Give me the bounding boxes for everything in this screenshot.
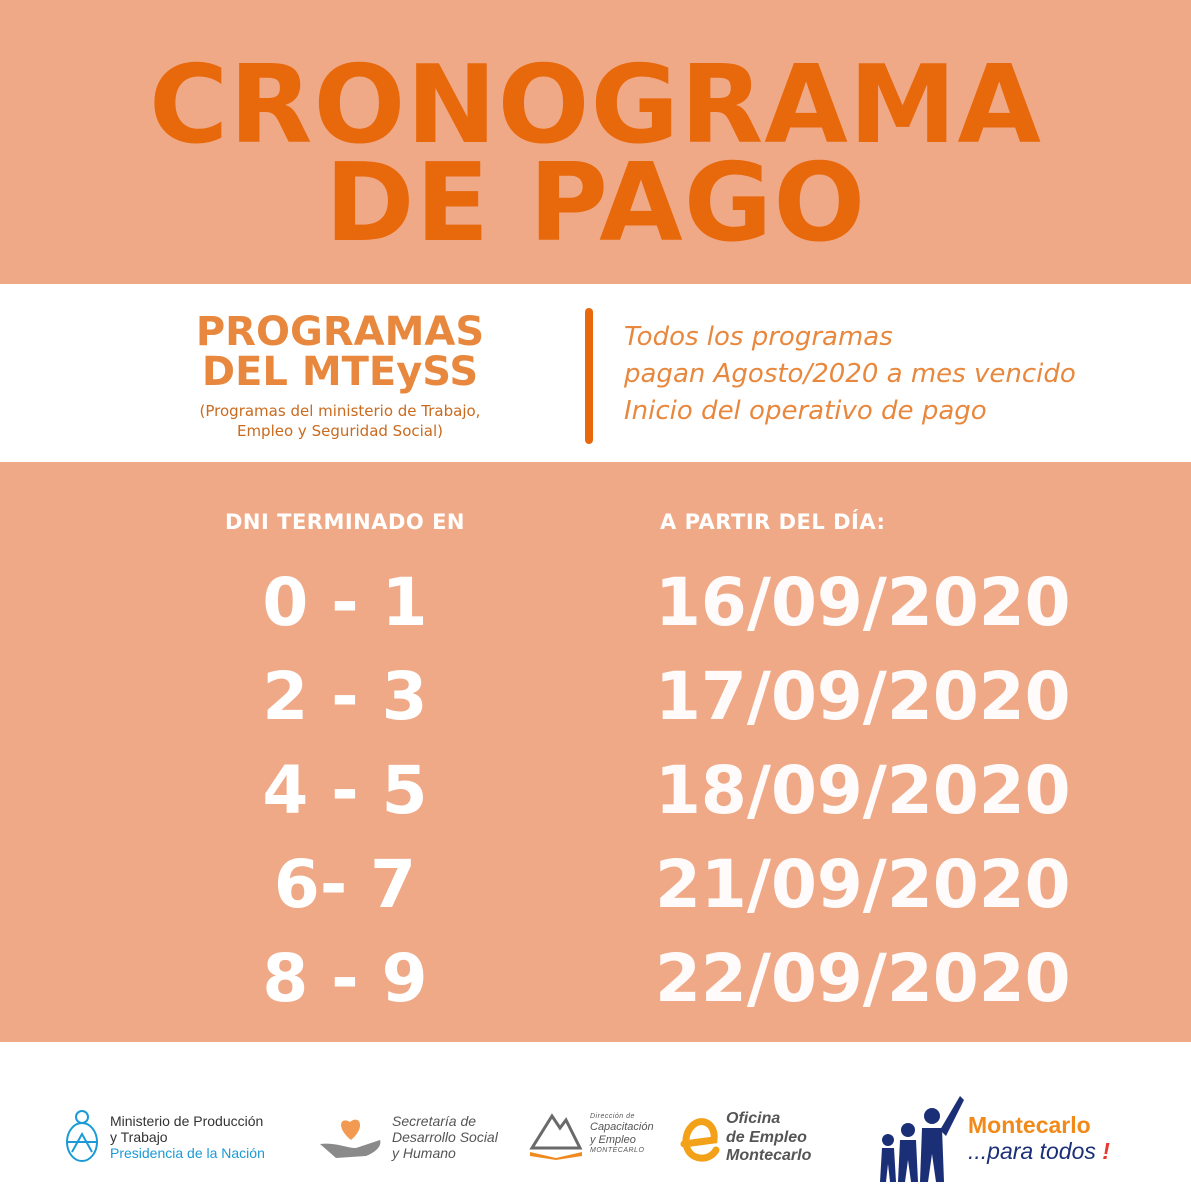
payment-date: 21/09/2020 <box>655 846 1071 923</box>
payment-date: 22/09/2020 <box>655 940 1071 1017</box>
montecarlo-slogan-row <box>968 1138 1110 1164</box>
direccion-line-3: y Empleo <box>590 1134 636 1146</box>
ministerio-line-3: Presidencia de la Nación <box>110 1145 265 1162</box>
secretaria-line-2: Desarrollo Social <box>392 1128 498 1145</box>
heart-hand-icon <box>316 1112 386 1162</box>
schedule-row <box>0 558 1191 648</box>
coat-of-arms-icon <box>62 1108 102 1166</box>
payment-date: 17/09/2020 <box>655 658 1071 735</box>
secretaria-line-1: Secretaría de <box>392 1112 477 1129</box>
schedule-band <box>0 462 1191 1042</box>
logo-montecarlo <box>874 1090 1110 1186</box>
program-title-line-1: PROGRAMAS <box>195 309 485 355</box>
oficina-line-3: Montecarlo <box>726 1147 812 1165</box>
column-header-dni: DNI TERMINADO EN <box>224 510 466 534</box>
sponsor-logos-footer <box>0 1042 1191 1200</box>
note-line-1: Todos los programas <box>624 322 893 352</box>
dni-range: 2 - 3 <box>262 658 428 735</box>
logo-oficina-empleo <box>676 1110 811 1166</box>
schedule-row <box>0 652 1191 742</box>
header-band <box>0 0 1191 284</box>
direccion-line-2: Capacitación <box>590 1121 654 1134</box>
secretaria-line-3: y Humano <box>392 1145 456 1162</box>
e-letter-icon <box>676 1110 722 1166</box>
people-icon <box>874 1090 964 1186</box>
oficina-line-1: Oficina <box>726 1110 781 1128</box>
ministerio-line-2: y Trabajo <box>110 1128 168 1145</box>
program-subtitle-line-1: (Programas del ministerio de Trabajo, <box>199 402 481 420</box>
schedule-row <box>0 934 1191 1024</box>
vertical-divider <box>585 308 593 444</box>
page-title-line-2: DE PAGO <box>324 141 867 266</box>
direccion-line-1: Dirección de <box>590 1113 635 1121</box>
column-header-day: A PARTIR DEL DÍA: <box>660 510 886 534</box>
montecarlo-name: Montecarlo <box>968 1111 1091 1138</box>
program-subtitle-line-2: Empleo y Seguridad Social) <box>236 422 444 440</box>
dni-range: 0 - 1 <box>262 564 428 641</box>
logo-direccion <box>528 1108 654 1160</box>
oficina-line-2: de Empleo <box>726 1128 807 1146</box>
montecarlo-slogan: ...para todos <box>968 1138 1096 1164</box>
montecarlo-exclamation: ! <box>1102 1138 1110 1164</box>
note-line-2: pagan Agosto/2020 a mes vencido <box>624 359 1076 389</box>
schedule-row <box>0 840 1191 930</box>
note-line-3: Inicio del operativo de pago <box>624 396 987 426</box>
program-title-line-2: DEL MTEySS <box>201 349 479 395</box>
logo-ministerio <box>62 1108 265 1166</box>
dni-range: 4 - 5 <box>262 752 428 829</box>
page-title-line-1: CRONOGRAMA <box>149 43 1042 168</box>
program-info-band <box>0 284 1191 462</box>
dni-range: 8 - 9 <box>262 940 428 1017</box>
direccion-line-4: MONTECARLO <box>590 1146 645 1154</box>
dni-range: 6- 7 <box>273 846 417 923</box>
payment-date: 16/09/2020 <box>655 564 1071 641</box>
payment-date: 18/09/2020 <box>655 752 1071 829</box>
mountain-book-icon <box>528 1108 584 1160</box>
schedule-row <box>0 746 1191 836</box>
ministerio-line-1: Ministerio de Producción <box>110 1112 264 1129</box>
logo-secretaria <box>316 1112 498 1162</box>
